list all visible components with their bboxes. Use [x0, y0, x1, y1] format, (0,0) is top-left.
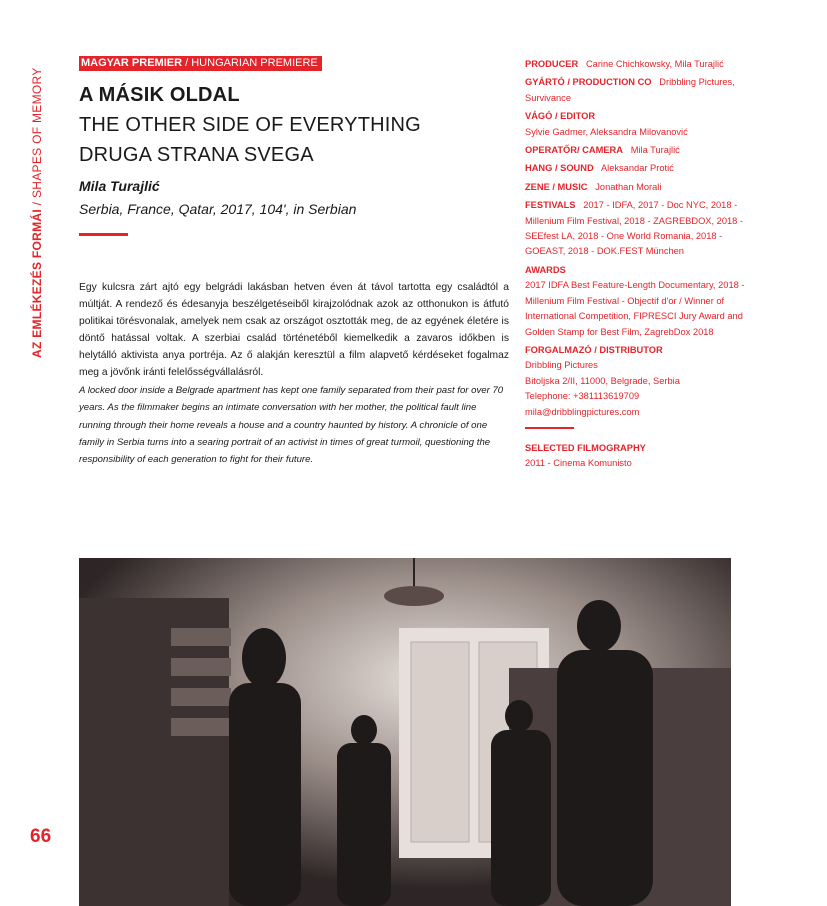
credit-label: PRODUCER: [525, 59, 579, 69]
premiere-en: HUNGARIAN PREMIERE: [191, 57, 318, 69]
credit-value: Mila Turajlić: [630, 145, 680, 156]
distributor-phone: Telephone: +381113619709: [525, 391, 640, 402]
credit-value: 2017 IDFA Best Feature-Length Documentary, 2018 - Millenium Film Festival - Objectif d'or / Winner of International Competition, FIPRESCI Jury Award and Golden Stamp for Best Film, ZagrebDox 2018: [525, 280, 745, 337]
section-side-label: [30, 67, 44, 358]
title-english: THE OTHER SIDE OF EVERYTHING: [79, 114, 421, 136]
side-label-sep: /: [30, 198, 44, 209]
filmography-label: SELECTED FILMOGRAPHY: [525, 442, 646, 453]
filmography-item: 2011 - Cinema Komunisto: [525, 458, 632, 469]
premiere-badge: [79, 56, 322, 71]
title-hungarian: A MÁSIK OLDAL: [79, 84, 240, 106]
divider-bar: [79, 233, 128, 236]
credit-label: OPERATŐR/ CAMERA: [525, 145, 623, 156]
filmography-block: [525, 441, 755, 472]
credit-label: FESTIVALS: [525, 200, 576, 211]
synopsis-english: A locked door inside a Belgrade apartment has kept one family separated from their past for over 70 years. As the filmmaker begins an intimate conversation with her mother, the political fault line running through their home reveals a house and a country haunted by history. A chronicle of one family in Serbia turns into a searing portrait of an activist in times of great turmoil, questioning the responsibility of each generation to fight for their future.: [79, 385, 504, 466]
credit-value: Aleksandar Protić: [600, 163, 674, 174]
credit-entry: [525, 75, 755, 106]
credit-label: GYÁRTÓ / PRODUCTION CO: [525, 77, 652, 88]
distributor-block: [525, 343, 755, 420]
director-name: Mila Turajlić: [79, 178, 160, 194]
credit-entry: [525, 198, 755, 260]
credit-value: Carine Chichkowsky, Mila Turajlić: [585, 59, 724, 69]
distributor-address: Bitoljska 2/II, 11000, Belgrade, Serbia: [525, 375, 680, 386]
credit-value: 2017 - IDFA, 2017 - Doc NYC, 2018 - Millenium Film Festival, 2018 - ZAGREBDOX, 2018 - SEEfest LA, 2018 - One World Romania, 2018 - GOEAST, 2018 - DOK.FEST München: [525, 200, 744, 257]
film-still-illustration: [79, 558, 731, 906]
credit-entry: [525, 57, 755, 72]
credit-value: Dribbling Pictures, Survivance: [525, 77, 735, 103]
credit-entry: [525, 143, 755, 158]
credit-value: Jonathan Morali: [595, 181, 662, 192]
premiere-sep: /: [182, 57, 192, 69]
distributor-label: FORGALMAZÓ / DISTRIBUTOR: [525, 344, 663, 355]
side-label-en: SHAPES OF MEMORY: [30, 67, 44, 199]
credit-entry: [525, 109, 755, 140]
credit-entry: [525, 180, 755, 195]
credit-list: [525, 57, 755, 340]
side-label-hu: AZ EMLÉKEZÉS FORMÁI: [30, 208, 44, 358]
distributor-email[interactable]: mila@dribblingpictures.com: [525, 406, 640, 417]
credit-entry: [525, 263, 755, 340]
credit-label: HANG / SOUND: [525, 163, 594, 174]
credit-label: VÁGÓ / EDITOR: [525, 111, 596, 122]
credit-label: ZENE / MUSIC: [525, 181, 588, 192]
credits-column: [525, 57, 755, 475]
credits-divider: [525, 427, 574, 429]
distributor-name: Dribbling Pictures: [525, 360, 598, 371]
credit-entry: [525, 161, 755, 176]
page-number: 66: [30, 826, 52, 847]
credit-label: AWARDS: [525, 264, 566, 275]
title-serbian: DRUGA STRANA SVEGA: [79, 144, 314, 166]
credit-value: Sylvie Gadmer, Aleksandra Milovanović: [525, 126, 688, 137]
synopsis-hungarian: Egy kulcsra zárt ajtó egy belgrádi lakásban hetven éven át távol tartotta egy családtól a múltját. A rendező és édesanyja beszélgetéseiből kirajzolódnak azok az otthonukon is átfutó politikai törésvonalak, amelyek nem csak az országot osztották meg, de az egyének életére is döntő hatással voltak. A szerbiai család történetéből kiemelkedik a zavaros időkben is helytálló aktivista anya portréja. Az ő alakján keresztül a film alapvető kérdéseket fogalmaz meg a jövőnk iránti felelősségvállalásról.: [79, 282, 509, 378]
premiere-hu: MAGYAR PREMIER: [81, 57, 183, 69]
film-meta: Serbia, France, Qatar, 2017, 104', in Serbian: [79, 201, 357, 217]
film-still-photo: [79, 558, 731, 906]
